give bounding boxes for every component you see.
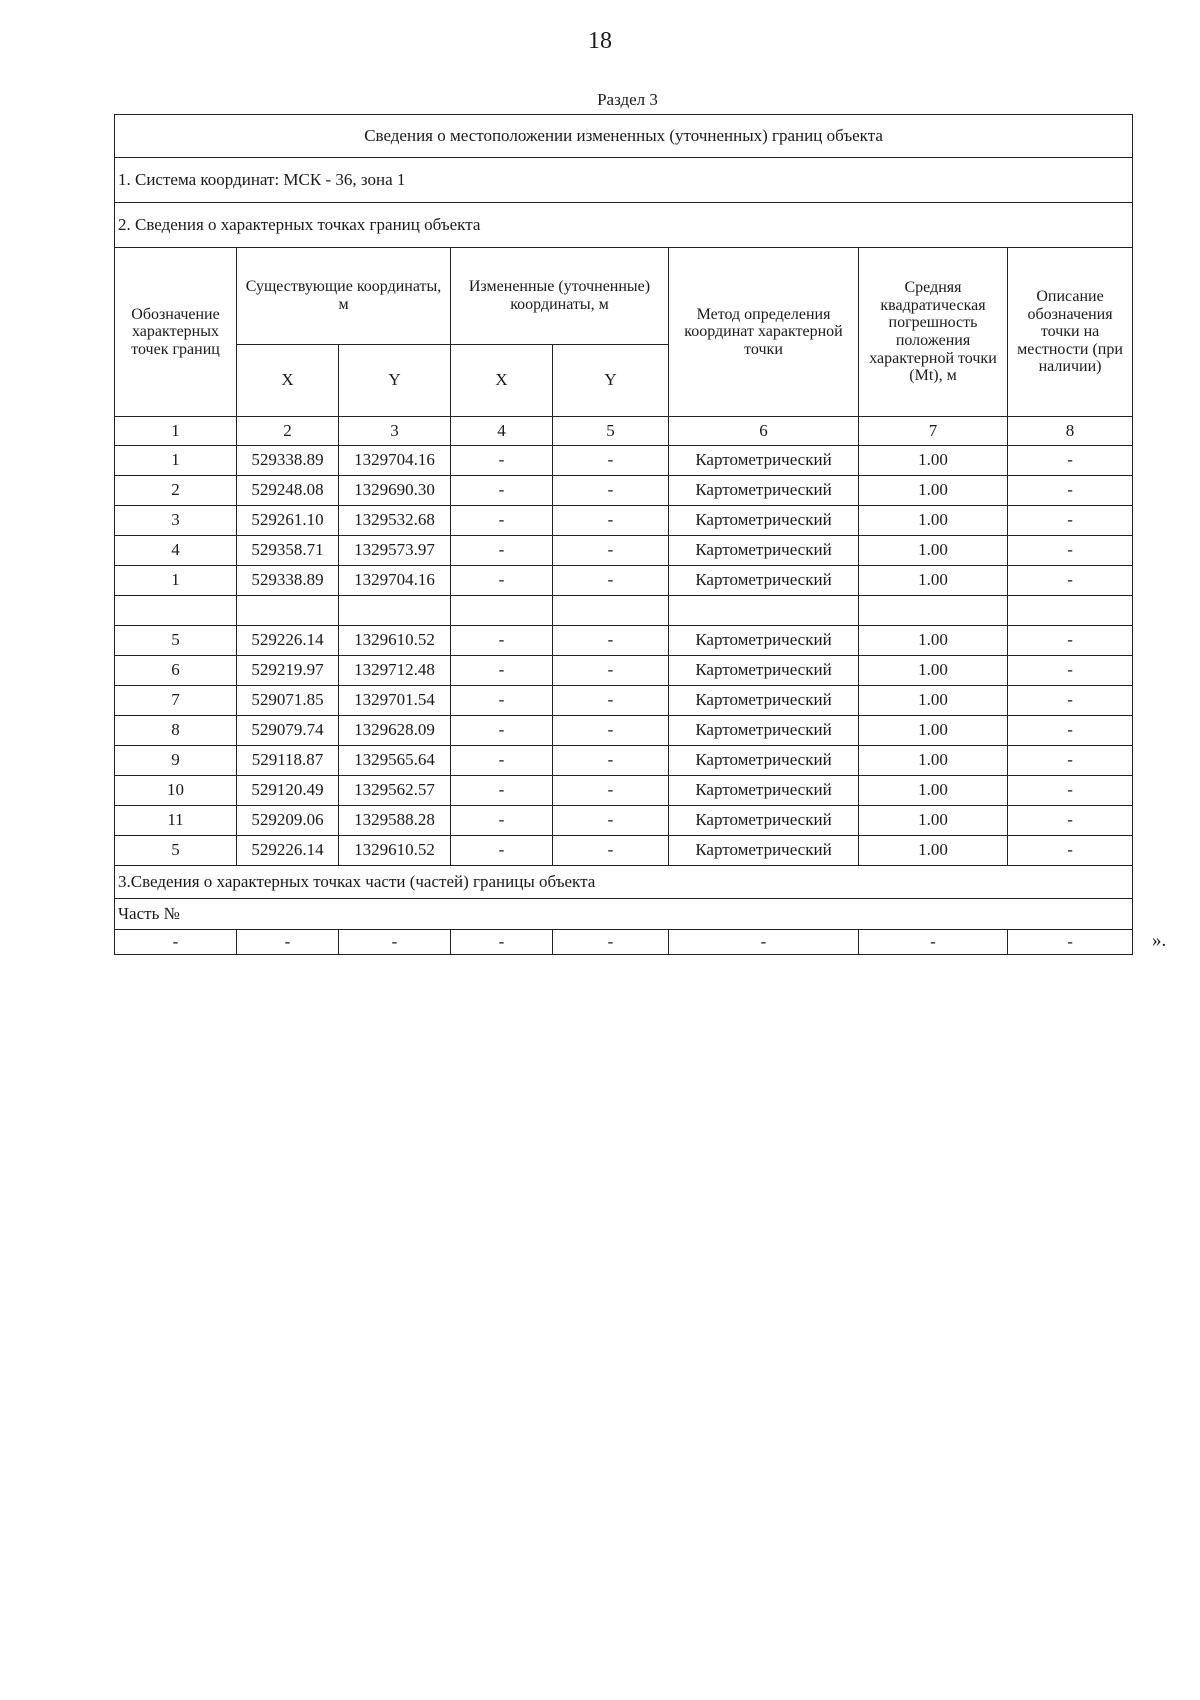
parts-cell: - [669,930,859,955]
point-cell: 5 [115,836,237,866]
mean-error-cell: 1.00 [859,626,1008,656]
mean-error-cell: 1.00 [859,446,1008,476]
method-cell: Картометрический [669,716,859,746]
method-cell: Картометрический [669,746,859,776]
table-row [115,536,1133,566]
point-cell: 5 [115,626,237,656]
closing-quote: ». [1152,930,1167,951]
x-changed-cell: - [451,836,553,866]
mean-error-cell: 1.00 [859,566,1008,596]
mean-error-cell: 1.00 [859,806,1008,836]
method-cell: Картометрический [669,446,859,476]
column-numbers-row [115,417,1133,446]
y-existing-cell: 1329704.16 [339,446,451,476]
y-existing-cell: 1329565.64 [339,746,451,776]
mean-error-cell: 1.00 [859,476,1008,506]
x-changed-cell: - [451,476,553,506]
y-existing-cell: 1329610.52 [339,836,451,866]
y-existing-cell [339,596,451,626]
y-existing-cell: 1329588.28 [339,806,451,836]
table-row [115,716,1133,746]
point-cell: 6 [115,656,237,686]
method-cell: Картометрический [669,626,859,656]
description-cell [1008,596,1133,626]
x-changed-cell: - [451,806,553,836]
y-changed-cell: - [553,566,669,596]
part-number-label: Часть № [115,899,1133,930]
column-number: 7 [859,417,1008,446]
parts-cell: - [115,930,237,955]
method-cell: Картометрический [669,536,859,566]
description-cell: - [1008,776,1133,806]
table-row [115,746,1133,776]
point-cell: 11 [115,806,237,836]
method-cell: Картометрический [669,686,859,716]
description-cell: - [1008,656,1133,686]
method-cell: Картометрический [669,506,859,536]
point-cell: 7 [115,686,237,716]
column-number: 6 [669,417,859,446]
mean-error-cell: 1.00 [859,656,1008,686]
description-cell: - [1008,746,1133,776]
y-changed-cell: - [553,836,669,866]
x-changed-cell: - [451,656,553,686]
parts-cell: - [339,930,451,955]
y-existing-cell: 1329701.54 [339,686,451,716]
mean-error-cell: 1.00 [859,716,1008,746]
description-cell: - [1008,836,1133,866]
x-existing-cell: 529219.97 [237,656,339,686]
description-cell: - [1008,716,1133,746]
table-row [115,506,1133,536]
table-title: Сведения о местоположении измененных (уточненных) границ объекта [115,115,1133,158]
x-existing-cell: 529118.87 [237,746,339,776]
column-number: 4 [451,417,553,446]
table-row [115,626,1133,656]
parts-cell: - [1008,930,1133,955]
y-changed-cell: - [553,806,669,836]
column-number: 8 [1008,417,1133,446]
x-existing-cell: 529338.89 [237,566,339,596]
method-cell [669,596,859,626]
header-y-changed: Y [553,345,669,417]
y-changed-cell: - [553,746,669,776]
description-cell: - [1008,626,1133,656]
x-changed-cell: - [451,626,553,656]
point-cell: 8 [115,716,237,746]
y-changed-cell [553,596,669,626]
mean-error-cell: 1.00 [859,506,1008,536]
description-cell: - [1008,536,1133,566]
parts-cell: - [859,930,1008,955]
y-existing-cell: 1329610.52 [339,626,451,656]
header-x-existing: X [237,345,339,417]
point-cell: 10 [115,776,237,806]
column-number: 1 [115,417,237,446]
x-existing-cell: 529226.14 [237,626,339,656]
header-x-changed: X [451,345,553,417]
header-existing-coordinates: Существующие координаты, м [237,248,451,345]
description-cell: - [1008,446,1133,476]
mean-error-cell: 1.00 [859,536,1008,566]
parts-cell: - [553,930,669,955]
boundary-points-table [114,114,1133,955]
x-changed-cell [451,596,553,626]
table-row [115,686,1133,716]
y-changed-cell: - [553,446,669,476]
description-cell: - [1008,476,1133,506]
table-row [115,596,1133,626]
y-changed-cell: - [553,686,669,716]
method-cell: Картометрический [669,836,859,866]
point-cell: 1 [115,566,237,596]
x-existing-cell: 529071.85 [237,686,339,716]
header-description: Описание обозначения точки на местности (при наличии) [1008,248,1133,417]
y-changed-cell: - [553,476,669,506]
x-existing-cell: 529358.71 [237,536,339,566]
point-cell: 2 [115,476,237,506]
y-existing-cell: 1329704.16 [339,566,451,596]
table-row [115,476,1133,506]
column-number: 5 [553,417,669,446]
mean-error-cell: 1.00 [859,746,1008,776]
x-changed-cell: - [451,776,553,806]
table-row [115,836,1133,866]
x-changed-cell: - [451,566,553,596]
y-changed-cell: - [553,536,669,566]
description-cell: - [1008,806,1133,836]
mean-error-cell [859,596,1008,626]
method-cell: Картометрический [669,476,859,506]
table-row [115,566,1133,596]
y-existing-cell: 1329573.97 [339,536,451,566]
x-existing-cell [237,596,339,626]
table-row [115,446,1133,476]
table-row [115,776,1133,806]
table-row [115,806,1133,836]
point-cell: 3 [115,506,237,536]
x-existing-cell: 529209.06 [237,806,339,836]
x-changed-cell: - [451,536,553,566]
method-cell: Картометрический [669,806,859,836]
method-cell: Картометрический [669,776,859,806]
points-heading: 2. Сведения о характерных точках границ объекта [115,203,1133,248]
parts-heading: 3.Сведения о характерных точках части (частей) границы объекта [115,866,1133,899]
y-existing-cell: 1329532.68 [339,506,451,536]
x-existing-cell: 529226.14 [237,836,339,866]
point-cell: 1 [115,446,237,476]
x-existing-cell: 529261.10 [237,506,339,536]
header-mean-error: Средняя квадратическая погрешность положения характерной точки (Mt), м [859,248,1008,417]
y-changed-cell: - [553,716,669,746]
description-cell: - [1008,566,1133,596]
y-changed-cell: - [553,776,669,806]
header-changed-coordinates: Измененные (уточненные) координаты, м [451,248,669,345]
x-changed-cell: - [451,716,553,746]
mean-error-cell: 1.00 [859,836,1008,866]
parts-cell: - [237,930,339,955]
header-method: Метод определения координат характерной точки [669,248,859,417]
method-cell: Картометрический [669,656,859,686]
x-existing-cell: 529120.49 [237,776,339,806]
description-cell: - [1008,506,1133,536]
section-label: Раздел 3 [597,90,658,109]
table-row [115,656,1133,686]
x-changed-cell: - [451,746,553,776]
x-existing-cell: 529338.89 [237,446,339,476]
x-changed-cell: - [451,446,553,476]
y-changed-cell: - [553,656,669,686]
method-cell: Картометрический [669,566,859,596]
column-number: 3 [339,417,451,446]
y-existing-cell: 1329690.30 [339,476,451,506]
header-y-existing: Y [339,345,451,417]
x-changed-cell: - [451,506,553,536]
parts-cell: - [451,930,553,955]
x-existing-cell: 529248.08 [237,476,339,506]
point-cell [115,596,237,626]
y-existing-cell: 1329562.57 [339,776,451,806]
y-existing-cell: 1329628.09 [339,716,451,746]
mean-error-cell: 1.00 [859,686,1008,716]
y-changed-cell: - [553,626,669,656]
x-existing-cell: 529079.74 [237,716,339,746]
parts-row [115,930,1133,955]
coordinate-system: 1. Система координат: МСК - 36, зона 1 [115,158,1133,203]
y-changed-cell: - [553,506,669,536]
header-designation: Обозначение характерных точек границ [115,248,237,417]
mean-error-cell: 1.00 [859,776,1008,806]
x-changed-cell: - [451,686,553,716]
point-cell: 4 [115,536,237,566]
description-cell: - [1008,686,1133,716]
column-number: 2 [237,417,339,446]
y-existing-cell: 1329712.48 [339,656,451,686]
point-cell: 9 [115,746,237,776]
page-number: 18 [588,28,612,54]
